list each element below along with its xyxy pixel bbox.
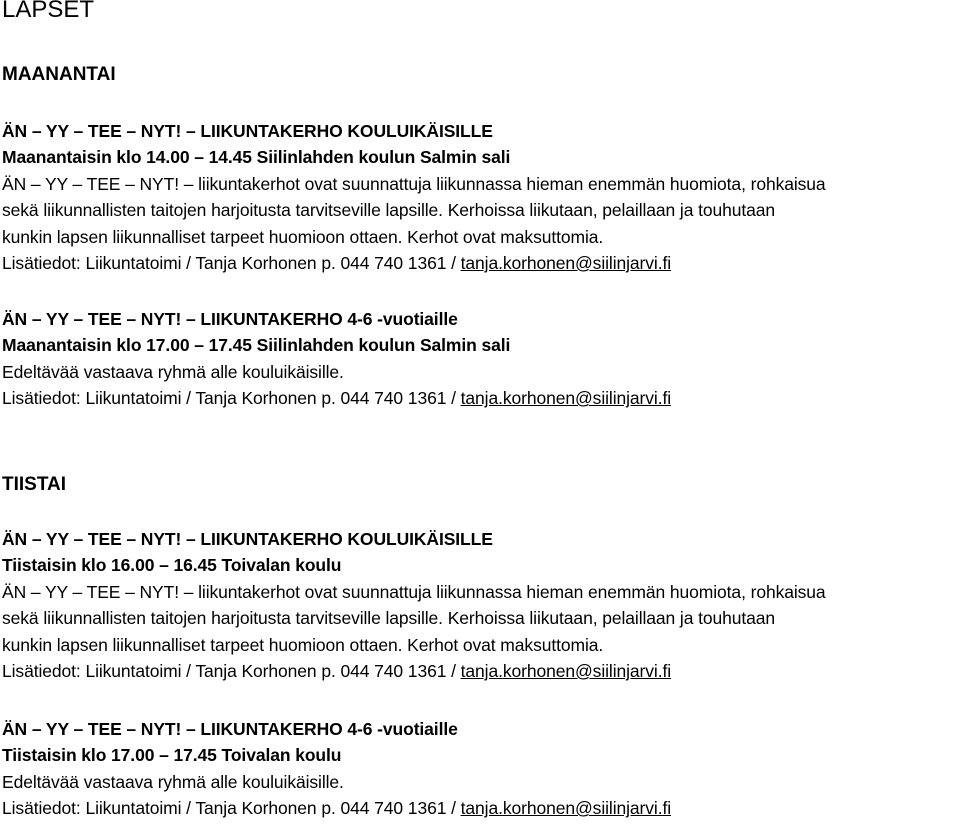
page-title: LAPSET [2,0,95,23]
club-description-line: ÄN – YY – TEE – NYT! – liikuntakerhot ovat suunnattuja liikunnassa hieman enemmän huomiota, rohkaisua [2,173,826,194]
contact-text: Lisätiedot: Liikuntatoimi / Tanja Korhonen p. 044 740 1361 / [2,798,461,819]
club-description-line: ÄN – YY – TEE – NYT! – liikuntakerhot ovat suunnattuja liikunnassa hieman enemmän huomiota, rohkaisua [2,581,826,602]
email-link[interactable]: tanja.korhonen@siilinjarvi.fi [460,798,672,819]
club-contact-info [2,385,960,411]
club-description-line: sekä liikunnallisten taitojen harjoitusta tarvitseville lapsille. Kerhoissa liikutaan, pelaillaan ja touhutaan [2,200,776,221]
club-monday-school-age [2,118,960,276]
club-contact-info [2,250,960,276]
club-heading: ÄN – YY – TEE – NYT! – LIIKUNTAKERHO 4-6 -vuotiaille [2,309,458,329]
club-tuesday-school-age [2,526,960,684]
club-schedule: Maanantaisin klo 17.00 – 17.45 Siilinlahden koulun Salmin sali [2,335,511,356]
club-schedule: Tiistaisin klo 16.00 – 16.45 Toivalan koulu [2,555,342,576]
club-schedule: Maanantaisin klo 14.00 – 14.45 Siilinlahden koulun Salmin sali [2,147,511,168]
email-link[interactable]: tanja.korhonen@siilinjarvi.fi [460,388,672,409]
club-heading: ÄN – YY – TEE – NYT! – LIIKUNTAKERHO 4-6 -vuotiaille [2,719,458,739]
club-heading: ÄN – YY – TEE – NYT! – LIIKUNTAKERHO KOULUIKÄISILLE [2,121,493,141]
contact-text: Lisätiedot: Liikuntatoimi / Tanja Korhonen p. 044 740 1361 / [2,253,461,274]
email-link[interactable]: tanja.korhonen@siilinjarvi.fi [460,253,672,274]
club-description-line: Edeltävää vastaava ryhmä alle kouluikäisille. [2,361,344,382]
email-link[interactable]: tanja.korhonen@siilinjarvi.fi [460,661,672,682]
club-description-line: Edeltävää vastaava ryhmä alle kouluikäisille. [2,771,344,792]
contact-text: Lisätiedot: Liikuntatoimi / Tanja Korhonen p. 044 740 1361 / [2,661,461,682]
day-heading-monday: MAANANTAI [2,64,116,85]
club-description-line: sekä liikunnallisten taitojen harjoitusta tarvitseville lapsille. Kerhoissa liikutaan, pelaillaan ja touhutaan [2,608,776,629]
club-contact-info [2,795,960,821]
day-heading-tuesday: TIISTAI [2,474,67,495]
club-contact-info [2,658,960,684]
contact-text: Lisätiedot: Liikuntatoimi / Tanja Korhonen p. 044 740 1361 / [2,388,461,409]
club-description-line: kunkin lapsen liikunnalliset tarpeet huomioon ottaen. Kerhot ovat maksuttomia. [2,634,604,655]
club-tuesday-4-6 [2,716,960,822]
club-heading: ÄN – YY – TEE – NYT! – LIIKUNTAKERHO KOULUIKÄISILLE [2,529,493,549]
club-schedule: Tiistaisin klo 17.00 – 17.45 Toivalan koulu [2,745,342,766]
club-description-line: kunkin lapsen liikunnalliset tarpeet huomioon ottaen. Kerhot ovat maksuttomia. [2,226,604,247]
club-monday-4-6 [2,306,960,412]
